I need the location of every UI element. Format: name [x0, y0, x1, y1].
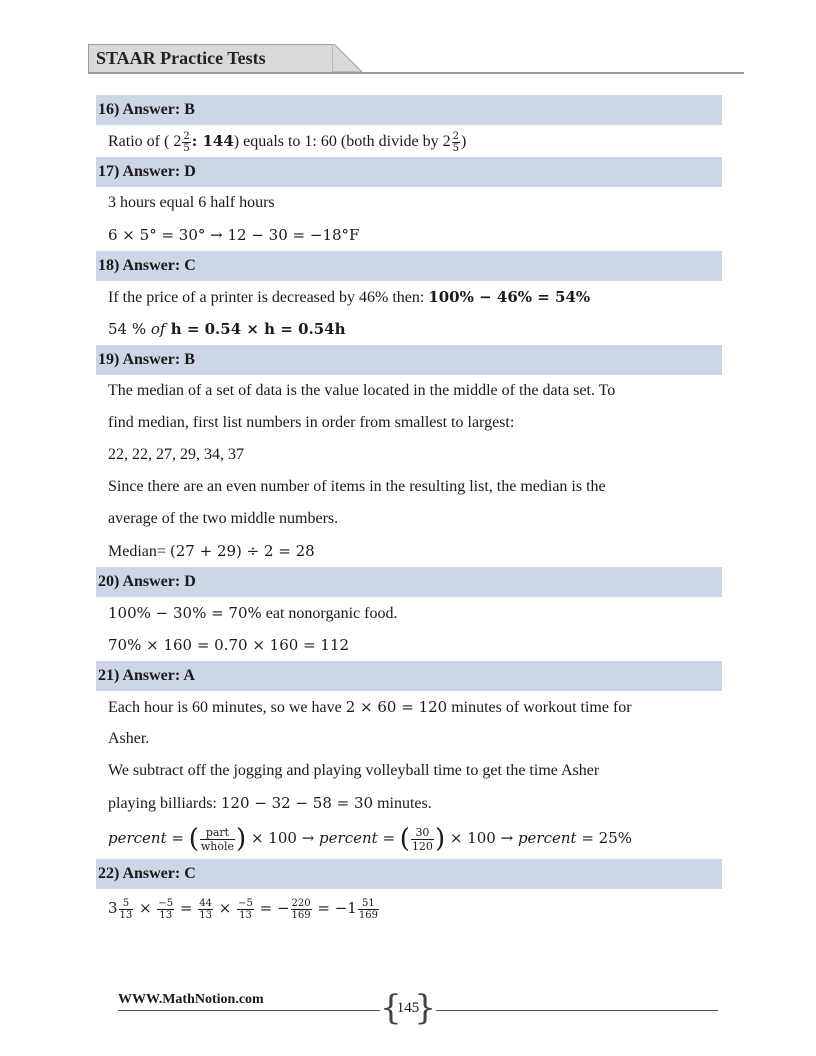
- page-footer: [118, 990, 718, 1030]
- answer-21-line-1: Each hour is 60 minutes, so we have 2 × 60 = 120 minutes of workout time for: [108, 698, 632, 716]
- answer-19-line-2: find median, first list numbers in order from smallest to largest:: [108, 414, 515, 431]
- answer-19-heading: 19) Answer: B: [96, 345, 722, 375]
- fraction: $\frac{30}{120}$: [411, 825, 433, 853]
- answer-19-line-1: The median of a set of data is the value located in the middle of the data set. To: [108, 382, 616, 399]
- answer-21-line-5: percent = ( $\frac{\text{part}}{\text{whole}}$ ) × 100 → percent = ( $\frac{30}{120}$ ) × 100 → percent = 25%: [108, 824, 633, 854]
- left-brace: {: [380, 988, 402, 1028]
- fraction: $\frac{220}{169}$: [291, 897, 311, 921]
- header-title: STAAR Practice Tests: [96, 48, 266, 68]
- answer-16-heading: 16) Answer: B: [96, 95, 722, 125]
- answer-20-heading: 20) Answer: D: [96, 567, 722, 597]
- answer-21-line-3: We subtract off the jogging and playing volleyball time to get the time Asher: [108, 762, 600, 779]
- answer-22-line-1: 3 $\frac{5}{13}$ × $\frac{-5}{13}$ = $\frac{44}{13}$ × $\frac{-5}{13}$ = − $\frac{220}{169}$ = −1 $\frac{51}{169}$: [108, 897, 378, 921]
- answer-18-line-2: 54 % of h = 0.54 × h = 0.54h: [108, 320, 346, 338]
- answer-20-line-1: 100% − 30% = 70% eat nonorganic food.: [108, 604, 398, 622]
- answer-17-heading: 17) Answer: D: [96, 157, 722, 187]
- answer-18-line-1: If the price of a printer is decreased by 46% then: 100% − 46% = 54%: [108, 288, 591, 306]
- answer-16-line-1: Ratio of ( 2 $\frac{2}{5}$ : 144) equals to 1: 60 (both divide by 2 $\frac{2}{5}$ ): [108, 130, 467, 154]
- fraction: $\frac{-5}{13}$: [158, 897, 174, 921]
- answer-content: [96, 95, 722, 927]
- fraction: $\frac{2}{5}$: [183, 130, 190, 154]
- answer-17-line-1: 3 hours equal 6 half hours: [108, 194, 275, 211]
- page-number-box: [380, 988, 436, 1028]
- header-rule: [88, 72, 744, 74]
- page-header: [88, 44, 744, 74]
- right-brace: }: [414, 988, 436, 1028]
- fraction: $\frac{5}{13}$: [119, 897, 133, 921]
- fraction: $\frac{44}{13}$: [199, 897, 212, 921]
- header-slant: [332, 44, 362, 74]
- answer-19-line-5: average of the two middle numbers.: [108, 510, 339, 527]
- answer-20-line-2: 70% × 160 = 0.70 × 160 = 112: [108, 636, 350, 654]
- fraction: $\frac{51}{169}$: [358, 897, 378, 921]
- answer-18-heading: 18) Answer: C: [96, 251, 722, 281]
- page-number: 145: [396, 1000, 420, 1016]
- answer-21-heading: 21) Answer: A: [96, 661, 722, 691]
- answer-19-line-6: Median= (27 + 29) ÷ 2 = 28: [108, 542, 315, 560]
- answer-19-line-3: 22, 22, 27, 29, 34, 37: [108, 446, 244, 463]
- answer-17-line-2: 6 × 5° = 30° → 12 − 30 = −18°F: [108, 226, 360, 244]
- fraction: $\frac{\text{part}}{\text{whole}}$: [200, 825, 235, 853]
- answer-22-heading: 22) Answer: C: [96, 859, 722, 889]
- footer-site: WWW.MathNotion.com: [118, 992, 264, 1007]
- answer-21-line-4: playing billiards: 120 − 32 − 58 = 30 minutes.: [108, 794, 432, 812]
- answer-19-line-4: Since there are an even number of items in the resulting list, the median is the: [108, 478, 606, 495]
- fraction: $\frac{-5}{13}$: [238, 897, 253, 921]
- fraction: $\frac{2}{5}$: [452, 130, 460, 154]
- answer-21-line-2: Asher.: [108, 730, 150, 747]
